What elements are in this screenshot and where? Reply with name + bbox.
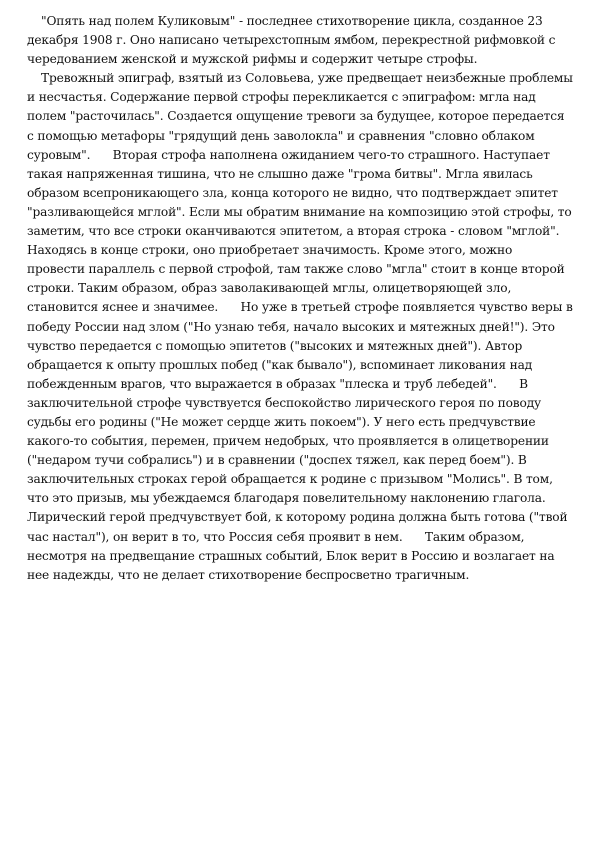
paragraph-analysis: Тревожный эпиграф, взятый из Соловьева, уже предвещает неизбежные проблемы и несчастья. Содержание первой строфы перекликается с эпиграфом: мгла над полем "расточилась". Создается ощущение тревоги за будущее, которое передается с помощью метафоры "грядущий день заволокла" и сравнения "словно облаком суровым". Вторая строфа наполнена ожиданием чего-то страшного. Наступает такая напряженная тишина, что не слышно даже "грома битвы". Мгла явилась образом всепроникающего зла, конца которого не видно, что подтверждает эпитет "разливающейся мглой". Если мы обратим внимание на композицию этой строфы, то заметим, что все строки оканчиваются эпитетом, а вторая строка - словом "мглой". Находясь в конце строки, оно приобретает значимость. Кроме этого, можно провести параллель с первой строфой, там также слово "мгла" стоит в конце второй строки. Таким образом, образ заволакивающей мглы, олицетворяющей зло, становится яснее и значимее. Но уже в третьей строфе появляется чувство веры в победу России над злом ("Но узнаю тебя, начало высоких и мятежных дней!"). Это чувство передается с помощью эпитетов ("высоких и мятежных дней"). Автор обращается к опыту прошлых побед ("как бывало"), вспоминает ликования над побежденным врагов, что выражается в образах "плеска и труб лебедей". В заключительной строфе чувствуется беспокойство лирического героя по поводу судьбы его родины ("Не может сердце жить покоем"). У него есть предчувствие какого-то события, перемен, причем недобрых, что проявляется в олицетворении ("недаром тучи собрались") и в сравнении ("доспех тяжел, как перед боем"). В заключительных строках герой обращается к родине с призывом "Молись". В том, что это призыв, мы убеждаемся благодаря повелительному наклонению глагола. Лирический герой предчувствует бой, к которому родина должна быть готова ("твой час настал"), он верит в то, что Россия себя проявит в нем. Таким образом, несмотря на предвещание страшных событий, Блок верит в Россию и возлагает на нее надежды, что не делает стихотворение беспросветно трагичным. bbox=[27, 71, 577, 582]
document-body bbox=[27, 12, 577, 585]
paragraph-intro: "Опять над полем Куликовым" - последнее стихотворение цикла, созданное 23 декабря 1908 г. Оно написано четырехстопным ямбом, перекрестной рифмовкой с чередованием женской и мужской рифмы и содержит четыре строфы. bbox=[27, 14, 556, 67]
